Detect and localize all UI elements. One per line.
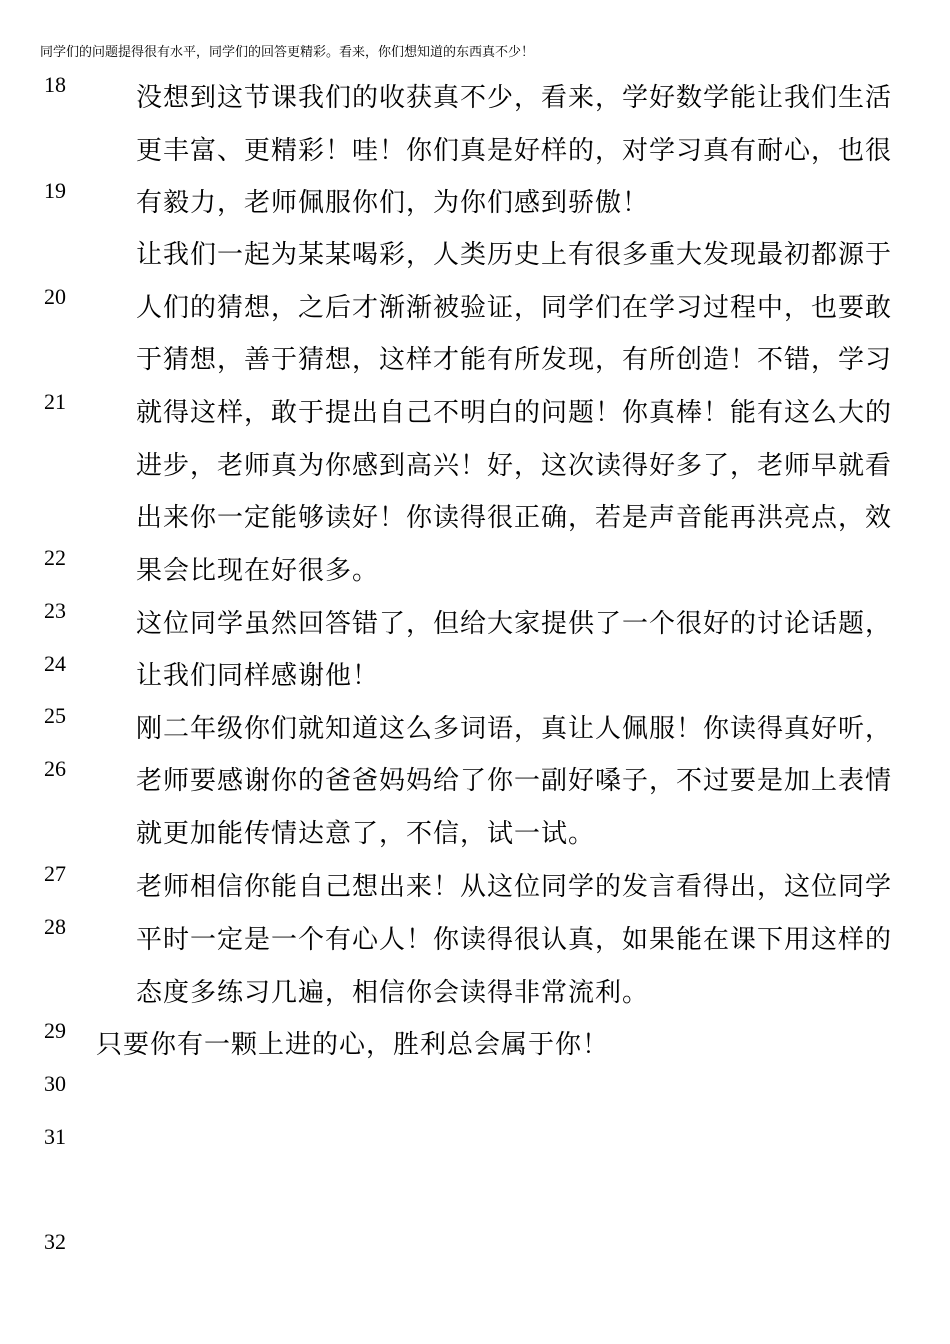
line-number: 28 (44, 914, 66, 939)
line-number: 31 (44, 1124, 66, 1149)
text-line: 没想到这节课我们的收获真不少，看来，学好数学能让我们生活 (136, 83, 893, 113)
line-number: 30 (44, 1071, 66, 1096)
text-line: 老师相信你能自己想出来！从这位同学的发言看得出，这位同学 (136, 872, 893, 902)
line-number: 22 (44, 545, 66, 570)
line-number: 29 (44, 1018, 66, 1043)
line-number: 32 (44, 1229, 66, 1254)
text-line: 这位同学虽然回答错了，但给大家提供了一个很好的讨论话题， (136, 609, 893, 639)
text-line: 进步，老师真为你感到高兴！好，这次读得好多了，老师早就看 (136, 451, 893, 481)
text-line: 让我们同样感谢他！ (136, 661, 380, 691)
text-line: 出来你一定能够读好！你读得很正确，若是声音能再洪亮点，效 (136, 503, 893, 533)
text-line: 就更加能传情达意了，不信，试一试。 (136, 819, 596, 849)
text-line: 老师要感谢你的爸爸妈妈给了你一副好嗓子，不过要是加上表情 (136, 766, 893, 796)
line-number: 21 (44, 389, 66, 414)
text-line: 只要你有一颗上进的心，胜利总会属于你！ (96, 1030, 610, 1060)
text-line: 有毅力，老师佩服你们，为你们感到骄傲！ (136, 188, 650, 218)
line-number: 18 (44, 72, 66, 97)
line-number: 24 (44, 651, 66, 676)
line-number: 20 (44, 284, 66, 309)
line-number: 19 (44, 178, 66, 203)
line-number: 26 (44, 756, 66, 781)
line-number: 27 (44, 861, 66, 886)
text-line: 刚二年级你们就知道这么多词语，真让人佩服！你读得真好听， (136, 714, 893, 744)
text-line: 人们的猜想，之后才渐渐被验证，同学们在学习过程中，也要敢 (136, 293, 893, 323)
text-line: 更丰富、更精彩！哇！你们真是好样的，对学习真有耐心，也很 (136, 136, 893, 166)
line-number: 23 (44, 598, 66, 623)
text-line: 态度多练习几遍，相信你会读得非常流利。 (136, 978, 650, 1008)
text-line: 平时一定是一个有心人！你读得很认真，如果能在课下用这样的 (136, 925, 893, 955)
text-line: 于猜想，善于猜想，这样才能有所发现，有所创造！不错，学习 (136, 345, 893, 375)
page-header: 同学们的问题提得很有水平，同学们的回答更精彩。看来，你们想知道的东西真不少！ (40, 45, 535, 60)
line-number: 25 (44, 703, 66, 728)
text-line: 就得这样，敢于提出自己不明白的问题！你真棒！能有这么大的 (136, 398, 893, 428)
text-line: 果会比现在好很多。 (136, 556, 380, 586)
text-line: 让我们一起为某某喝彩，人类历史上有很多重大发现最初都源于 (136, 240, 893, 270)
